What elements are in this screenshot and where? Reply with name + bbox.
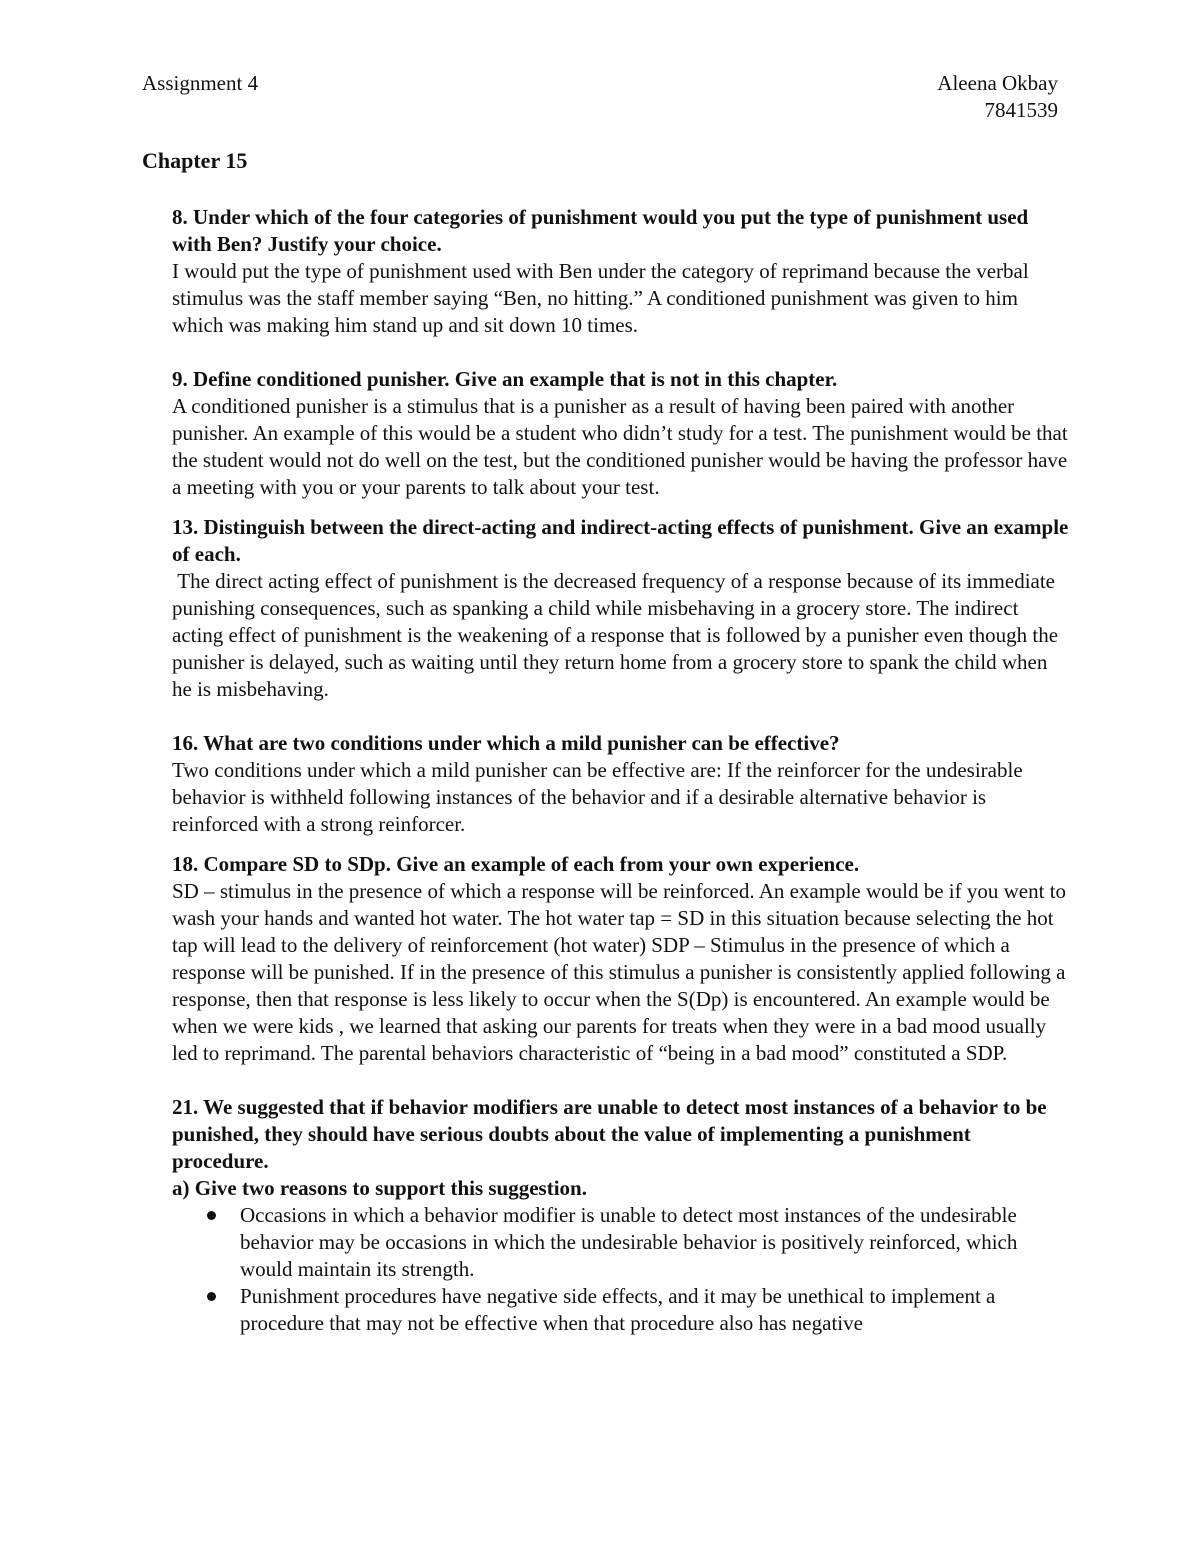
- answer-text: The direct acting effect of punishment is the decreased frequency of a response because of its immediate punishing consequences, such as spanking a child while misbehaving in a grocery store. The indirect acting effect of punishment is the weakening of a response that is followed by a punisher even though the punisher is delayed, such as waiting until they return home from a grocery store to spank the child when he is misbehaving.: [172, 569, 1064, 701]
- answer-text: SD – stimulus in the presence of which a response will be reinforced. An example would be if you went to wash your hands and wanted hot water. The hot water tap = SD in this situation because selecting the hot tap will lead to the delivery of reinforcement (hot water) SDP – Stimulus in the presence of which a response will be punished. If in the presence of this stimulus a punisher is consistently applied following a response, then that response is less likely to occur when the S(Dp) is encountered. An example would be when we were kids , we learned that asking our parents for treats when they were in a bad mood usually led to reprimand. The parental behaviors characteristic of “being in a bad mood” constituted a SDP.: [172, 879, 1067, 1065]
- assignment-label: Assignment 4: [142, 71, 259, 95]
- bullet-icon: [207, 1292, 216, 1301]
- bullet-list: [172, 1202, 1072, 1337]
- list-item: [240, 1283, 1072, 1337]
- author-name: Aleena Okbay: [937, 71, 1058, 95]
- question-section: [172, 1094, 1072, 1337]
- answer-text: A conditioned punisher is a stimulus that is a punisher as a result of having been paired with another punisher. An example of this would be a student who didn’t study for a test. The punishment would be that the student would not do well on the test, but the conditioned punisher would be having the professor have a meeting with you or your parents to talk about your test.: [172, 394, 1068, 499]
- student-id: 7841539: [984, 98, 1058, 122]
- answer-text: I would put the type of punishment used with Ben under the category of reprimand because the verbal stimulus was the staff member saying “Ben, no hitting.” A conditioned punishment was given to him which was making him stand up and sit down 10 times.: [172, 259, 1029, 337]
- question-text: 9. Define conditioned punisher. Give an example that is not in this chapter.: [172, 367, 838, 391]
- question-text: 21. We suggested that if behavior modifiers are unable to detect most instances of a behavior to be punished, they should have serious doubts about the value of implementing a punishment procedure.: [172, 1095, 1047, 1173]
- bullet-text: Occasions in which a behavior modifier is unable to detect most instances of the undesirable behavior may be occasions in which the undesirable behavior is positively reinforced, which would maintain its strength.: [240, 1203, 1018, 1281]
- question-section: [172, 851, 1072, 1067]
- document-body: [172, 204, 1072, 1337]
- bullet-text: Punishment procedures have negative side effects, and it may be unethical to implement a procedure that may not be effective when that procedure also has negative: [240, 1284, 996, 1335]
- question-section: [172, 514, 1072, 703]
- question-text: 13. Distinguish between the direct-acting and indirect-acting effects of punishment. Give an example of each.: [172, 515, 1069, 566]
- question-text: 8. Under which of the four categories of punishment would you put the type of punishment used with Ben? Justify your choice.: [172, 205, 1029, 256]
- author-block: [937, 70, 1058, 124]
- chapter-heading: Chapter 15: [142, 148, 248, 173]
- question-text: 18. Compare SD to SDp. Give an example of each from your own experience.: [172, 852, 860, 876]
- question-section: [172, 366, 1072, 501]
- question-section: [172, 204, 1072, 339]
- question-text: 16. What are two conditions under which a mild punisher can be effective?: [172, 731, 840, 755]
- question-section: [172, 730, 1072, 838]
- bullet-icon: [207, 1211, 216, 1220]
- answer-text: Two conditions under which a mild punisher can be effective are: If the reinforcer for the undesirable behavior is withheld following instances of the behavior and if a desirable alternative behavior is reinforced with a strong reinforcer.: [172, 758, 1023, 836]
- sub-question: a) Give two reasons to support this suggestion.: [172, 1176, 587, 1200]
- list-item: [240, 1202, 1072, 1283]
